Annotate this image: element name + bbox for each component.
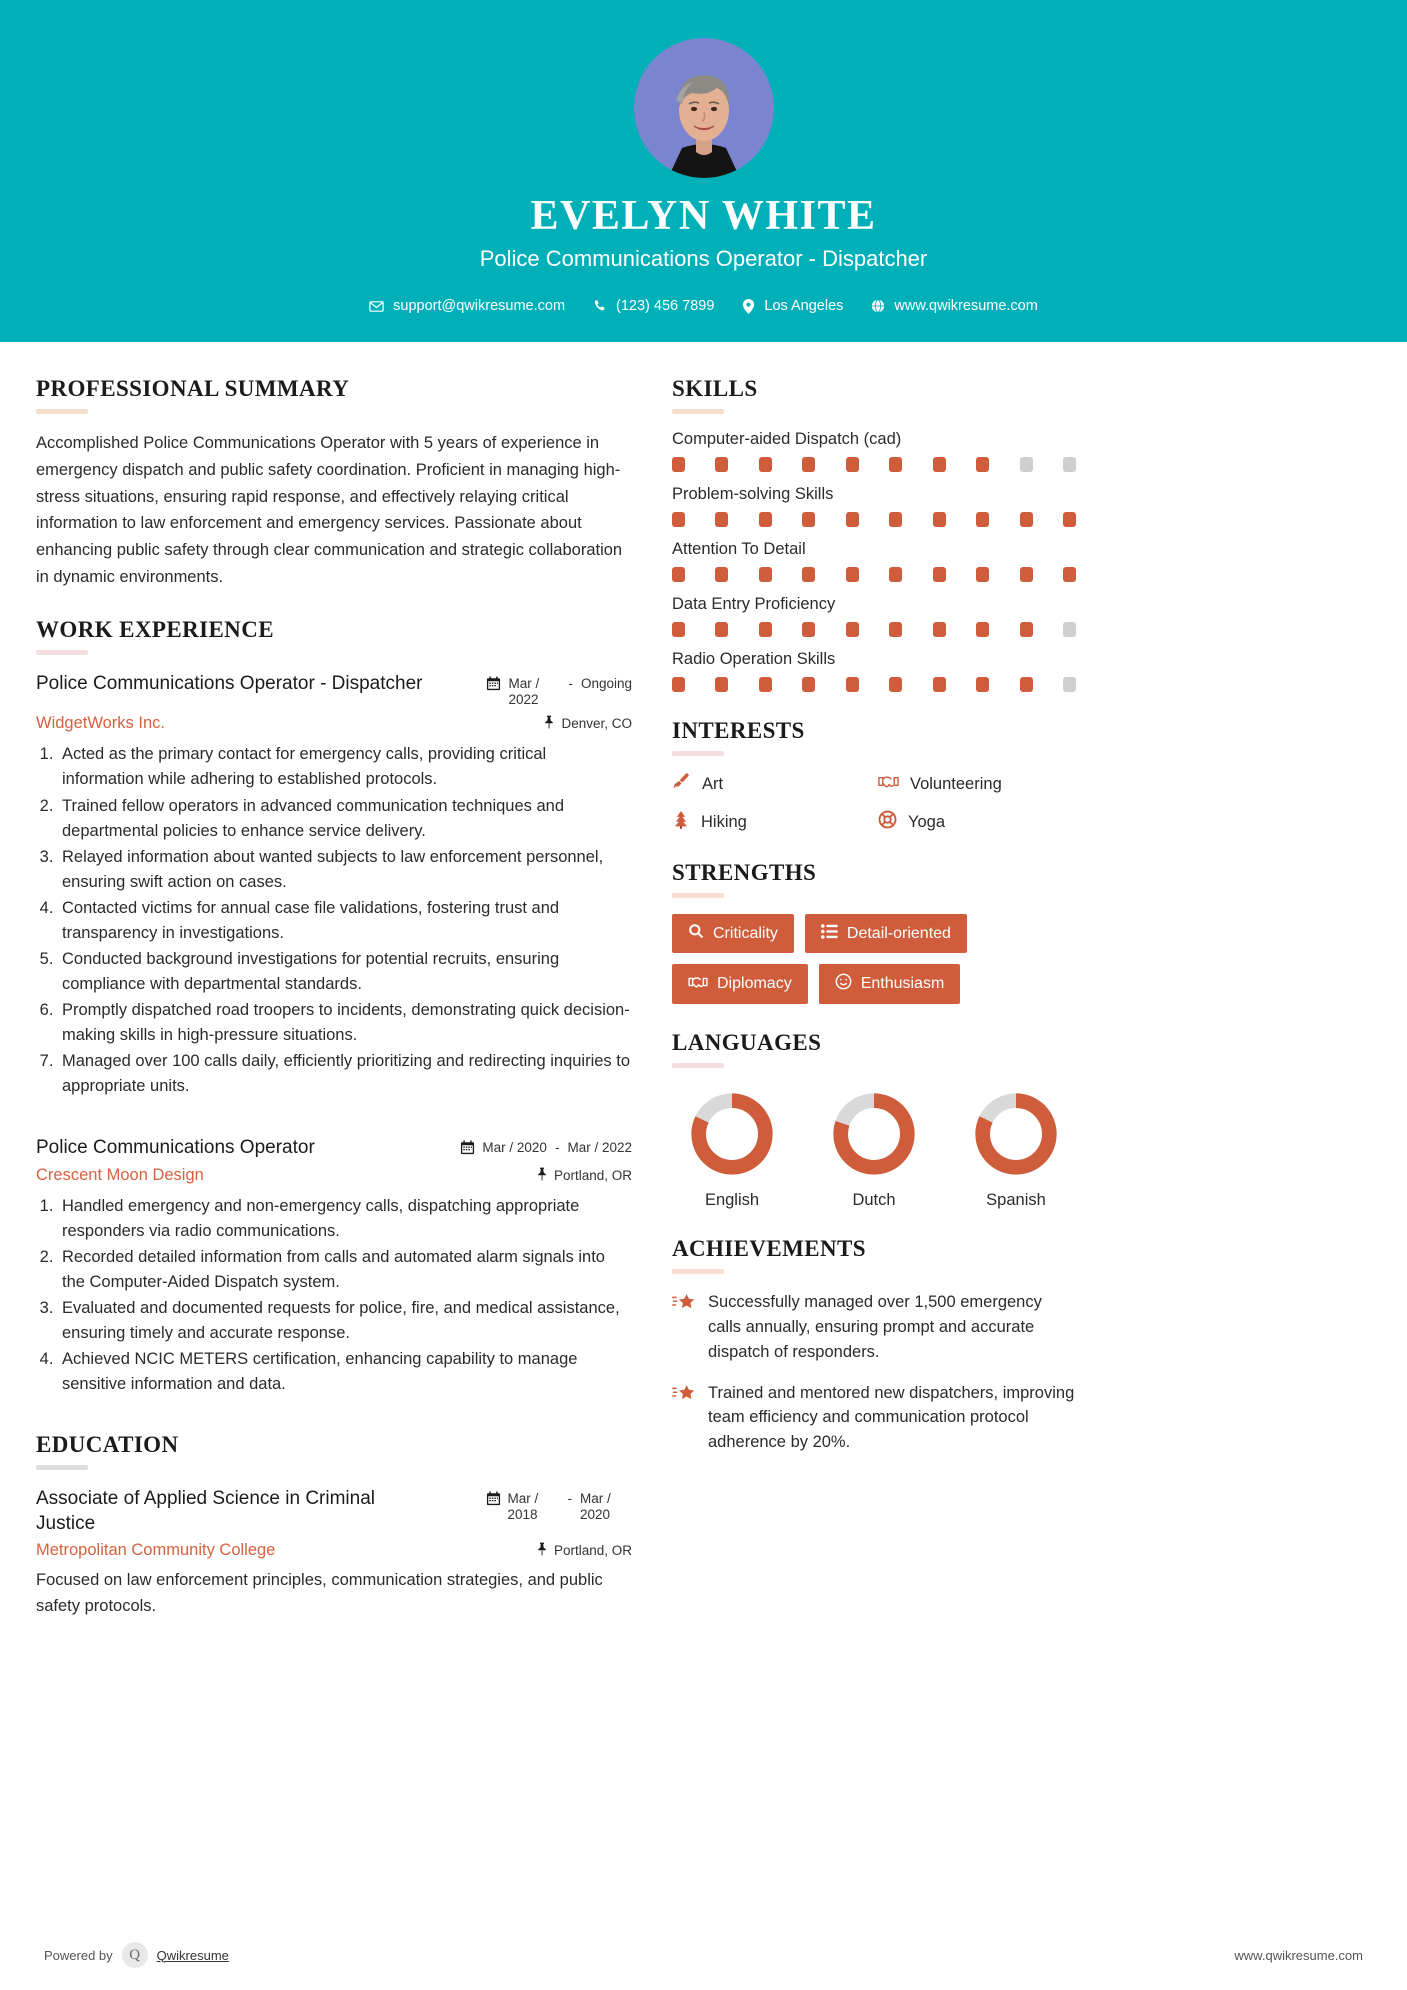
interests-heading: INTERESTS [672,718,805,744]
skill-dot-filled [846,622,859,637]
strength-badge-criticality[interactable] [672,914,794,953]
work-company: Crescent Moon Design [36,1165,204,1184]
star-icon [672,1381,696,1410]
contact-bar [0,298,1407,314]
search-icon [688,923,704,944]
contact-location[interactable] [733,298,852,314]
skill-dot-filled [1063,512,1076,527]
skill-dot-filled [976,567,989,582]
skill-dot-filled [889,567,902,582]
education-date-start: Mar / 2018 [507,1490,539,1523]
skill-dot-filled [846,512,859,527]
job-title: Police Communications Operator - Dispatcher [479,246,928,272]
contact-location-text: Los Angeles [764,298,844,315]
skill-dot-filled [1020,677,1033,692]
list-item: 2. Trained fellow operators in advanced communication techniques and departmental policies to enhance service delivery. [58,794,632,844]
qwikresume-logo-icon: Q [122,1942,148,1968]
work-company: WidgetWorks Inc. [36,714,165,733]
section-rule [36,650,88,655]
language-label: Spanish [986,1191,1046,1210]
work-dates [486,671,632,710]
avatar [634,38,774,178]
language-item [956,1090,1076,1210]
skill-dot-filled [802,512,815,527]
skill-dot-filled [846,567,859,582]
strength-badge-enthusiasm[interactable] [819,964,961,1004]
interest-item [878,772,1076,796]
section-rule [672,893,724,898]
skill-dot-empty [1063,677,1076,692]
skill-dot-filled [672,677,685,692]
work-date-start: Mar / 2020 [482,1140,547,1156]
summary-heading: PROFESSIONAL SUMMARY [36,376,350,402]
list-icon [821,924,838,944]
education-entry-sub [36,1541,632,1560]
section-rule [36,1465,88,1470]
interest-item [878,810,1076,834]
education-location [536,1542,632,1559]
skill-name: Problem-solving Skills [672,485,834,504]
skill-rating [672,567,1076,582]
work-role: Police Communications Operator [36,1137,315,1159]
language-donut-chart [688,1090,776,1178]
interest-item [672,810,870,834]
skill-dot-filled [933,622,946,637]
section-achievements [672,1236,1076,1455]
work-dates [460,1135,632,1158]
work-entry [36,1135,632,1397]
right-column [672,376,1076,1481]
skill-dot-filled [759,567,772,582]
list-item: 3. Relayed information about wanted subjects to law enforcement personnel, ensuring swift action on cases. [58,845,632,895]
envelope-icon [369,299,384,314]
work-entry-head [36,1135,632,1160]
skill-dot-empty [1063,622,1076,637]
language-label: English [704,1191,760,1210]
skill-row [672,430,1076,472]
map-pin-icon [742,299,755,314]
education-dates [486,1486,633,1525]
footer-powered-by [44,1942,229,1968]
list-item: 1. Acted as the primary contact for emergency calls, providing critical information while adhering to established protocols. [58,742,632,792]
calendar-icon [486,1491,501,1509]
page-footer [0,1942,1407,1968]
skill-dot-filled [889,457,902,472]
summary-text: Accomplished Police Communications Operator with 5 years of experience in emergency dispatch and public safety coordination. Proficient in managing high-stress situations, ensuring rapid response, and effectively relaying critical information to law enforcement and emergency services. Passionate about enhancing public safety through clear communication and strategic collaboration in dynamic environments. [36,434,623,586]
calendar-icon [460,1140,475,1158]
skill-rating [672,512,1076,527]
education-entry-head [36,1486,632,1537]
achievement-item [672,1381,1076,1455]
skill-rating [672,677,1076,692]
language-item [814,1090,934,1210]
achievement-text: Trained and mentored new dispatchers, improving team efficiency and communication protocol adherence by 20%. [708,1383,1075,1452]
skill-dot-filled [672,457,685,472]
skill-dot-filled [889,512,902,527]
work-location-text: Portland, OR [553,1167,632,1183]
achievement-item [672,1290,1076,1364]
work-entry-sub [36,714,632,733]
contact-website[interactable] [862,298,1046,314]
list-item: 2. Recorded detailed information from calls and automated alarm signals into the Computer-Aided Dispatch system. [58,1245,632,1295]
education-entry [36,1486,632,1620]
work-entry-sub [36,1166,632,1185]
work-role: Police Communications Operator - Dispatcher [36,672,423,694]
strength-label: Diplomacy [717,975,792,993]
skill-dot-filled [889,677,902,692]
strength-label: Enthusiasm [860,975,945,993]
work-date-end: Ongoing [580,675,632,691]
left-column [36,376,632,1645]
language-donut-chart [972,1090,1060,1178]
skill-dot-filled [802,457,815,472]
page-title: EVELYN WHITE [530,193,877,239]
skill-dot-filled [976,677,989,692]
handshake-icon [688,974,708,995]
skill-row [672,595,1076,637]
skill-dot-filled [715,512,728,527]
list-item: 4. Achieved NCIC METERS certification, enhancing capability to manage sensitive information and data. [58,1347,632,1397]
education-location-text: Portland, OR [553,1543,632,1559]
skill-dot-filled [715,457,728,472]
contact-website-text: www.qwikresume.com [894,298,1038,315]
footer-powered-label: Powered by [44,1947,113,1963]
skill-dot-filled [976,512,989,527]
paintbrush-icon [672,772,691,796]
skill-dot-filled [1020,622,1033,637]
skill-dot-filled [933,567,946,582]
skill-dot-filled [759,512,772,527]
list-item: 5. Conducted background investigations for potential recruits, ensuring compliance with departmental standards. [58,947,632,997]
skill-dot-filled [672,512,685,527]
section-professional-summary [36,376,632,590]
section-rule [672,1269,724,1274]
section-rule [672,409,724,414]
calendar-icon [486,676,501,694]
contact-email-text: support@qwikresume.com [393,298,566,315]
skill-dot-filled [889,622,902,637]
list-item: 7. Managed over 100 calls daily, efficiently prioritizing and redirecting inquiries to appropriate units. [58,1049,632,1099]
strengths-heading: STRENGTHS [672,860,817,886]
section-languages [672,1030,1076,1210]
smiley-icon [835,973,852,995]
section-work-experience [36,617,632,1398]
skill-dot-filled [1020,567,1033,582]
contact-email[interactable] [360,298,574,314]
list-item: 4. Contacted victims for annual case file validations, fostering trust and transparency in investigations. [58,896,632,946]
language-label: Dutch [852,1191,896,1210]
skill-rating [672,622,1076,637]
languages-heading: LANGUAGES [672,1030,822,1056]
education-degree: Associate of Applied Science in Criminal Justice [36,1487,376,1534]
skill-dot-empty [1020,457,1033,472]
achievement-text: Successfully managed over 1,500 emergency calls annually, ensuring prompt and accurate dispatch of responders. [708,1293,1042,1361]
languages-list [672,1084,1076,1210]
interests-grid [672,772,1076,834]
skill-dot-filled [802,622,815,637]
skill-dot-filled [846,457,859,472]
education-heading: EDUCATION [36,1431,179,1457]
list-item: 3. Evaluated and documented requests for police, fire, and medical assistance, ensuring timely and accurate response. [58,1296,632,1346]
skill-dot-filled [846,677,859,692]
strengths-list [672,914,1076,1004]
pushpin-icon [536,1542,548,1559]
skill-dot-empty [1063,457,1076,472]
date-separator: - [567,1490,572,1506]
section-rule [672,751,724,756]
skill-dot-filled [802,677,815,692]
section-rule [672,1063,724,1068]
phone-icon [593,299,607,313]
skill-dot-filled [759,677,772,692]
work-bullets [58,742,632,1099]
work-bullets [58,1194,632,1398]
resume-header [0,0,1407,342]
strength-label: Detail-oriented [846,924,951,942]
education-description: Focused on law enforcement principles, communication strategies, and public safety protocols. [36,1571,603,1615]
lifebuoy-icon [878,810,897,834]
education-date-end: Mar / 2020 [580,1490,611,1523]
section-skills [672,376,1076,692]
tree-icon [672,810,690,834]
strength-badge-detail-oriented[interactable] [805,914,967,953]
pushpin-icon [543,715,555,732]
work-date-end: Mar / 2022 [567,1140,632,1156]
skill-name: Attention To Detail [672,540,806,559]
skills-heading: SKILLS [672,376,758,402]
skill-dot-filled [933,512,946,527]
section-education [36,1432,632,1620]
skill-dot-filled [715,677,728,692]
skill-dot-filled [672,622,685,637]
footer-brand-link[interactable]: Qwikresume [156,1947,229,1963]
language-item [672,1090,792,1210]
skill-rating [672,457,1076,472]
section-rule [36,409,88,414]
section-interests [672,718,1076,834]
skill-dot-filled [976,622,989,637]
section-strengths [672,860,1076,1004]
avatar-photo [652,52,756,178]
skill-row [672,485,1076,527]
skill-dot-filled [933,457,946,472]
pushpin-icon [536,1167,548,1184]
strength-badge-diplomacy[interactable] [672,964,808,1004]
contact-phone[interactable] [584,298,723,314]
contact-phone-text: (123) 456 7899 [616,298,715,315]
interest-label: Art [702,774,724,793]
skill-dot-filled [802,567,815,582]
resume-body [0,342,1407,1645]
skill-dot-filled [1063,567,1076,582]
skill-dot-filled [715,567,728,582]
skill-row [672,650,1076,692]
skill-dot-filled [715,622,728,637]
skill-name: Data Entry Proficiency [672,595,836,614]
skill-dot-filled [976,457,989,472]
skill-row [672,540,1076,582]
work-location-text: Denver, CO [561,716,632,732]
list-item: 1. Handled emergency and non-emergency calls, dispatching appropriate responders via radio communications. [58,1194,632,1244]
interest-label: Yoga [908,812,946,831]
list-item: 6. Promptly dispatched road troopers to incidents, demonstrating quick decision-making skills in high-pressure situations. [58,998,632,1048]
work-date-start: Mar / 2022 [508,675,540,708]
work-heading: WORK EXPERIENCE [36,616,274,642]
interest-item [672,772,870,796]
date-separator: - [568,675,573,691]
spacer [36,1109,632,1135]
work-entry-head [36,671,632,710]
skill-dot-filled [1020,512,1033,527]
achievements-heading: ACHIEVEMENTS [672,1236,866,1262]
skill-dot-filled [672,567,685,582]
date-separator: - [554,1140,560,1156]
skill-dot-filled [759,457,772,472]
work-location [536,1167,632,1184]
footer-website[interactable]: www.qwikresume.com [1234,1947,1363,1963]
skill-name: Radio Operation Skills [672,650,836,669]
interest-label: Volunteering [910,774,1002,793]
skill-dot-filled [759,622,772,637]
education-school: Metropolitan Community College [36,1541,276,1560]
work-entry [36,671,632,1100]
skill-dot-filled [933,677,946,692]
skill-name: Computer-aided Dispatch (cad) [672,430,902,449]
globe-icon [871,299,885,313]
language-donut-chart [830,1090,918,1178]
handshake-icon [878,772,899,796]
strength-label: Criticality [713,924,778,942]
star-icon [672,1290,696,1319]
interest-label: Hiking [701,812,747,831]
work-location [543,715,632,732]
